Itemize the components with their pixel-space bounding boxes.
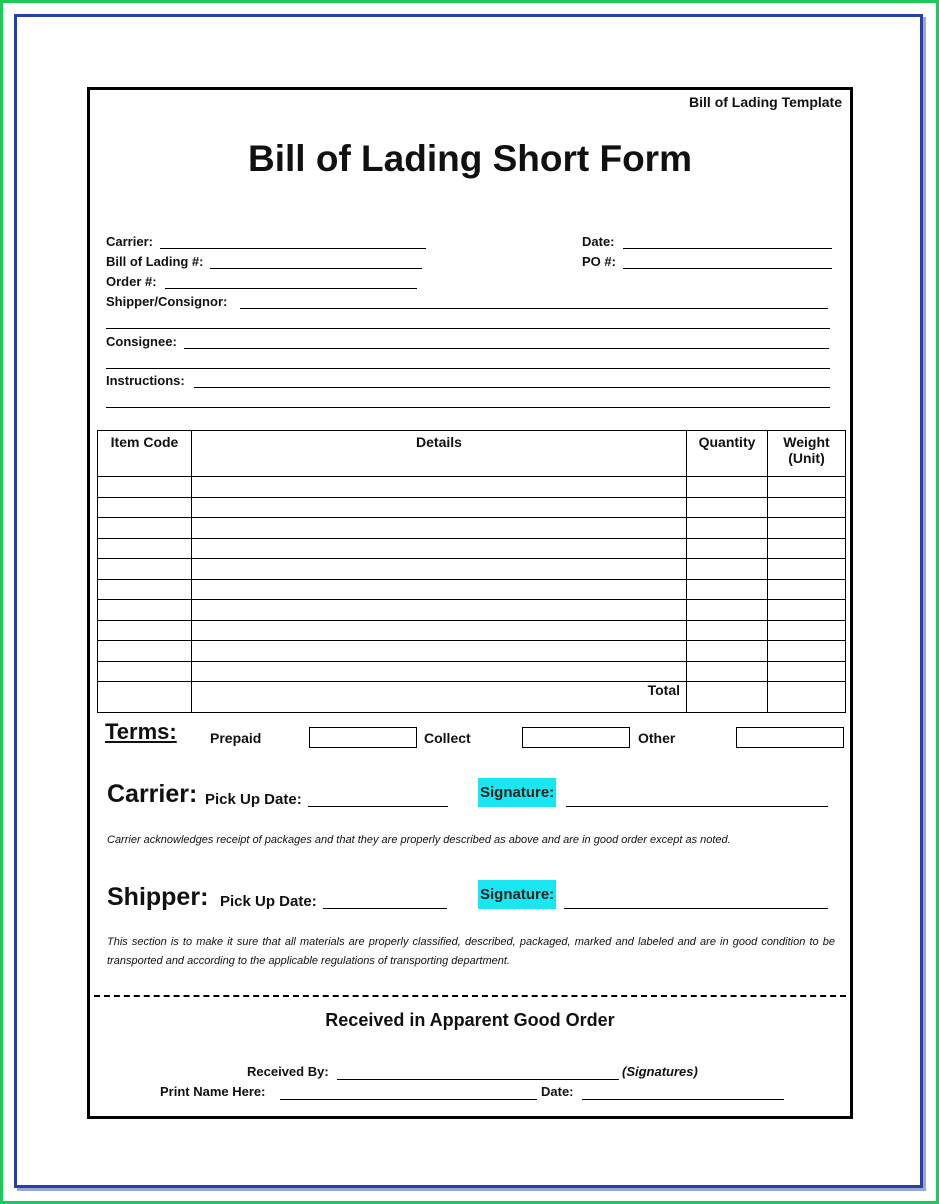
received-date-label: Date: bbox=[541, 1084, 574, 1099]
shipper-signature-line[interactable] bbox=[564, 908, 828, 909]
item-code-cell[interactable] bbox=[98, 641, 192, 662]
shipper-section-heading: Shipper: bbox=[107, 883, 209, 911]
quantity-cell[interactable] bbox=[687, 641, 768, 662]
details-cell[interactable] bbox=[192, 641, 687, 662]
carrier-section-heading: Carrier: bbox=[107, 780, 198, 808]
details-cell[interactable] bbox=[192, 661, 687, 682]
weight-cell[interactable] bbox=[768, 497, 846, 518]
item-code-cell[interactable] bbox=[98, 661, 192, 682]
total-weight-cell[interactable] bbox=[768, 682, 846, 713]
terms-other-label: Other bbox=[638, 730, 676, 746]
shipper-pickup-line[interactable] bbox=[323, 908, 447, 909]
shipper-field-label: Shipper/Consignor: bbox=[106, 294, 228, 309]
quantity-cell[interactable] bbox=[687, 661, 768, 682]
carrier-pickup-label: Pick Up Date: bbox=[205, 791, 302, 808]
header-details: Details bbox=[192, 431, 687, 477]
quantity-cell[interactable] bbox=[687, 579, 768, 600]
consignee-field-line[interactable] bbox=[184, 348, 829, 349]
template-label: Bill of Lading Template bbox=[689, 94, 842, 110]
table-row bbox=[98, 477, 846, 498]
total-blank-cell bbox=[98, 682, 192, 713]
weight-cell[interactable] bbox=[768, 538, 846, 559]
terms-collect-label: Collect bbox=[424, 730, 471, 746]
item-code-cell[interactable] bbox=[98, 600, 192, 621]
carrier-signature-label: Signature: bbox=[478, 778, 556, 807]
weight-cell[interactable] bbox=[768, 559, 846, 580]
total-row bbox=[98, 682, 846, 713]
table-row bbox=[98, 641, 846, 662]
consignee-field-label: Consignee: bbox=[106, 334, 177, 349]
received-date-line[interactable] bbox=[582, 1099, 784, 1100]
carrier-signature-line[interactable] bbox=[566, 806, 828, 807]
items-table bbox=[97, 430, 846, 713]
details-cell[interactable] bbox=[192, 497, 687, 518]
terms-prepaid-label: Prepaid bbox=[210, 730, 262, 746]
table-row bbox=[98, 600, 846, 621]
details-cell[interactable] bbox=[192, 620, 687, 641]
table-row bbox=[98, 497, 846, 518]
date-field-label: Date: bbox=[582, 234, 615, 249]
weight-cell[interactable] bbox=[768, 600, 846, 621]
date-field-line[interactable] bbox=[623, 248, 832, 249]
quantity-cell[interactable] bbox=[687, 620, 768, 641]
shipper-pickup-label: Pick Up Date: bbox=[220, 893, 317, 910]
item-code-cell[interactable] bbox=[98, 559, 192, 580]
carrier-field-line[interactable] bbox=[160, 248, 426, 249]
details-cell[interactable] bbox=[192, 600, 687, 621]
table-row bbox=[98, 559, 846, 580]
details-cell[interactable] bbox=[192, 518, 687, 539]
total-label: Total bbox=[192, 682, 687, 713]
table-row bbox=[98, 518, 846, 539]
po-number-field-label: PO #: bbox=[582, 254, 616, 269]
table-row bbox=[98, 579, 846, 600]
quantity-cell[interactable] bbox=[687, 497, 768, 518]
carrier-note: Carrier acknowledges receipt of packages and that they are properly described as above and are in good order except as noted. bbox=[107, 834, 731, 846]
shipper-field-line-2[interactable] bbox=[106, 328, 830, 329]
quantity-cell[interactable] bbox=[687, 518, 768, 539]
table-row bbox=[98, 661, 846, 682]
quantity-cell[interactable] bbox=[687, 600, 768, 621]
terms-collect-box[interactable] bbox=[522, 727, 630, 748]
instructions-field-line[interactable] bbox=[194, 387, 830, 388]
instructions-field-label: Instructions: bbox=[106, 373, 185, 388]
weight-cell[interactable] bbox=[768, 661, 846, 682]
weight-cell[interactable] bbox=[768, 518, 846, 539]
terms-prepaid-box[interactable] bbox=[309, 727, 417, 748]
details-cell[interactable] bbox=[192, 538, 687, 559]
header-weight: Weight (Unit) bbox=[768, 431, 846, 477]
bol-number-field-label: Bill of Lading #: bbox=[106, 254, 204, 269]
item-code-cell[interactable] bbox=[98, 538, 192, 559]
quantity-cell[interactable] bbox=[687, 538, 768, 559]
item-code-cell[interactable] bbox=[98, 518, 192, 539]
total-quantity-cell[interactable] bbox=[687, 682, 768, 713]
cut-line-divider bbox=[94, 995, 846, 997]
table-row bbox=[98, 538, 846, 559]
weight-cell[interactable] bbox=[768, 641, 846, 662]
instructions-field-line-2[interactable] bbox=[106, 407, 830, 408]
consignee-field-line-2[interactable] bbox=[106, 368, 830, 369]
print-name-line[interactable] bbox=[280, 1099, 537, 1100]
table-row bbox=[98, 620, 846, 641]
signatures-note: (Signatures) bbox=[622, 1064, 698, 1079]
terms-other-box[interactable] bbox=[736, 727, 844, 748]
table-header-row bbox=[98, 431, 846, 477]
bill-of-lading-document bbox=[87, 87, 853, 1119]
header-quantity: Quantity bbox=[687, 431, 768, 477]
item-code-cell[interactable] bbox=[98, 497, 192, 518]
received-title: Received in Apparent Good Order bbox=[325, 1010, 615, 1030]
details-cell[interactable] bbox=[192, 579, 687, 600]
item-code-cell[interactable] bbox=[98, 477, 192, 498]
order-number-field-line[interactable] bbox=[165, 288, 417, 289]
item-code-cell[interactable] bbox=[98, 579, 192, 600]
received-by-line[interactable] bbox=[337, 1079, 619, 1080]
carrier-pickup-line[interactable] bbox=[308, 806, 448, 807]
po-number-field-line[interactable] bbox=[623, 268, 832, 269]
carrier-field-label: Carrier: bbox=[106, 234, 153, 249]
document-title: Bill of Lading Short Form bbox=[248, 138, 692, 179]
shipper-field-line[interactable] bbox=[240, 308, 828, 309]
terms-heading: Terms: bbox=[105, 719, 177, 744]
weight-cell[interactable] bbox=[768, 579, 846, 600]
shipper-signature-label: Signature: bbox=[478, 880, 556, 909]
details-cell[interactable] bbox=[192, 559, 687, 580]
item-code-cell[interactable] bbox=[98, 620, 192, 641]
header-item-code: Item Code bbox=[98, 431, 192, 477]
bol-number-field-line[interactable] bbox=[210, 268, 422, 269]
weight-cell[interactable] bbox=[768, 477, 846, 498]
shipper-note: This section is to make it sure that all materials are properly classified, described, packaged, marked and labeled and are in good condition to be transported and according to the applicable regulations of transporting department. bbox=[107, 936, 835, 967]
weight-cell[interactable] bbox=[768, 620, 846, 641]
order-number-field-label: Order #: bbox=[106, 274, 157, 289]
quantity-cell[interactable] bbox=[687, 477, 768, 498]
details-cell[interactable] bbox=[192, 477, 687, 498]
received-by-label: Received By: bbox=[247, 1064, 329, 1079]
quantity-cell[interactable] bbox=[687, 559, 768, 580]
print-name-label: Print Name Here: bbox=[160, 1084, 266, 1099]
